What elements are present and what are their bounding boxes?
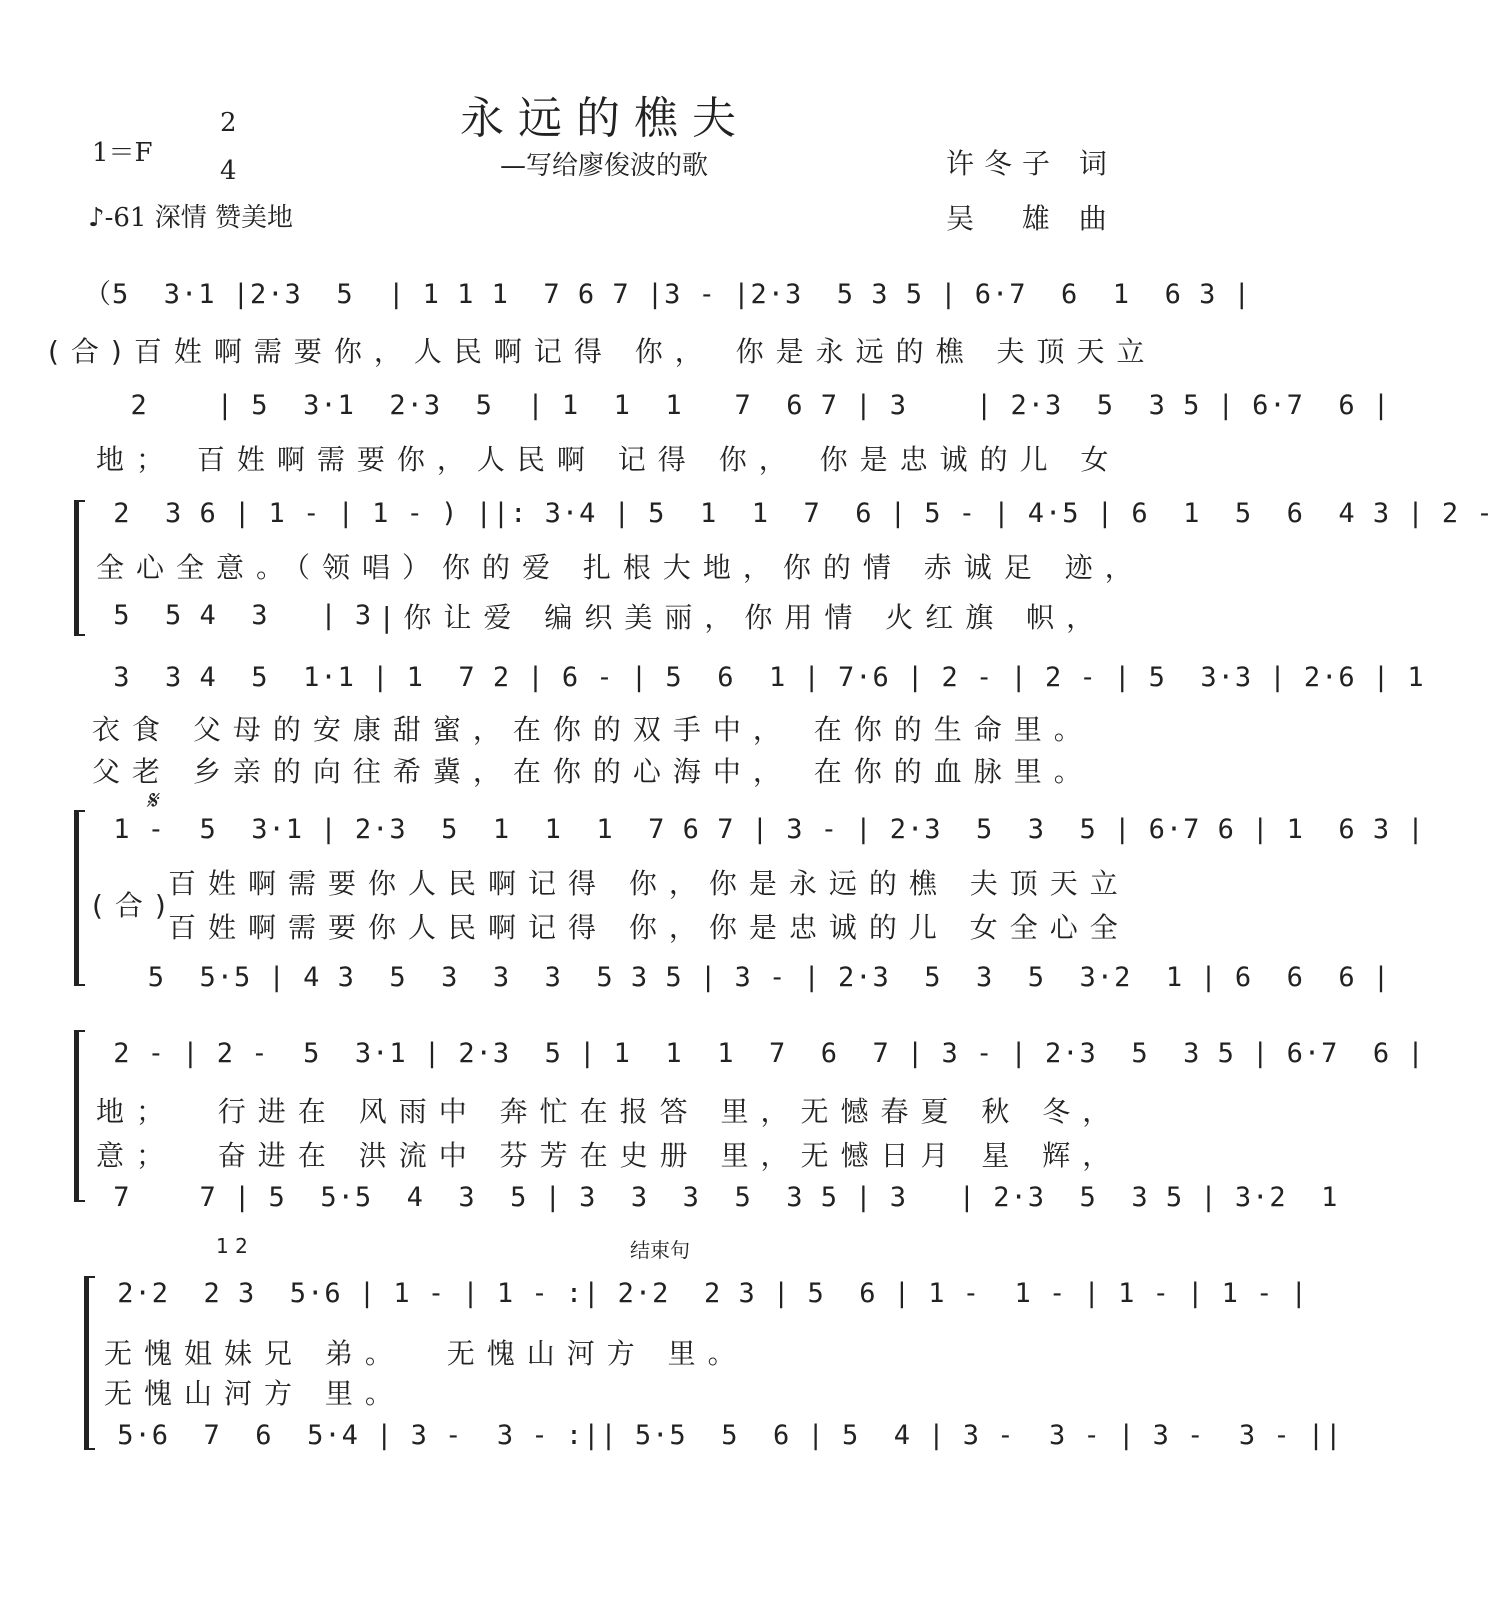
song-subtitle: —写给廖俊波的歌 [500,151,709,181]
system-bracket-3 [74,1030,85,1202]
notation-line-2: 2 | 5 3·1 2·3 5 | 1 1 1 7 6 7 | 3 | 2·3 5 3 5 | 6·7 6 | [96,390,1391,421]
lyric-line-6b: 百姓啊需要你人民啊记得 你，你是忠诚的儿 女全心全 [168,911,1130,944]
system-bracket-2 [74,810,85,986]
notation-line-6: 1 - 5 3·1 | 2·3 5 1 1 1 7 6 7 | 3 - | 2·3 5 3 5 | 6·7 6 | 1 6 3 | [96,814,1425,845]
key-signature: 1＝F [92,138,153,168]
notation-line-9: 7 7 | 5 5·5 4 3 5 | 3 3 3 5 3 5 | 3 | 2·3 5 3 5 | 3·2 1 [96,1182,1339,1213]
segno-icon: 𝄋 [146,786,158,816]
lyricist-credit: 许冬子 词 [946,147,1117,180]
lyric-line-10a: 无愧姐妹兄 弟。 无愧山河方 里。 [104,1337,748,1370]
notation-line-8: 2 - | 2 - 5 3·1 | 2·3 5 | 1 1 1 7 6 7 | 3 - | 2·3 5 3 5 | 6·7 6 | [96,1038,1425,1069]
lyric-line-5a: 衣食 父母的安康甜蜜，在你的双手中， 在你的生命里。 [92,713,1094,746]
chorus-label: (合) [92,889,178,922]
lyric-line-10b: 无愧山河方 里。 [104,1377,405,1410]
lyric-line-6a: 百姓啊需要你人民啊记得 你，你是永远的樵 夫顶天立 [168,867,1130,900]
notation-line-7: 5 5·5 | 4 3 5 3 3 3 5 3 5 | 3 - | 2·3 5 3 5 3·2 1 | 6 6 6 | [96,962,1391,993]
composer-credit: 吴 雄 曲 [946,202,1117,235]
notation-line-3: 2 3 6 | 1 - | 1 - ) ||: 3·4 | 5 1 1 7 6 | 5 - | 4·5 | 6 1 5 6 4 3 | 2 - [96,498,1494,529]
lyric-line-8b: 意； 奋进在 洪流中 芬芳在史册 里，无憾日月 星 辉， [96,1139,1123,1172]
lyric-line-5b: 父老 乡亲的向往希冀，在你的心海中， 在你的血脉里。 [92,755,1094,788]
notation-line-11: 5·6 7 6 5·4 | 3 - 3 - :|| 5·5 5 6 | 5 4 | 3 - 3 - | 3 - 3 - || [100,1420,1343,1451]
notation-line-1: （5 3·1 |2·3 5 | 1 1 1 7 6 7 |3 - |2·3 5 3 5 | 6·7 6 1 6 3 | [84,279,1251,310]
volta-label: 1 2 [216,1234,248,1258]
lyric-line-8a: 地； 行进在 风雨中 奔忙在报答 里，无憾春夏 秋 冬， [96,1095,1123,1128]
time-signature-denominator: 4 [220,156,237,186]
lyric-line-3: 全心全意。（领唱）你的爱 扎根大地，你的情 赤诚足 迹， [96,551,1145,584]
lyric-line-1: (合)百姓啊需要你，人民啊记得 你， 你是永远的樵 夫顶天立 [48,335,1157,368]
notation-line-4: 5 5 4 3 | 3 [96,600,373,631]
tempo-marking: ♪-61 深情 赞美地 [88,203,293,233]
lyric-line-4: |你让爱 编织美丽，你用情 火红旗 帜， [382,601,1107,634]
notation-line-5: 3 3 4 5 1·1 | 1 7 2 | 6 - | 5 6 1 | 7·6 | 2 - | 2 - | 5 3·3 | 2·6 | 1 [96,662,1425,693]
time-signature-numerator: 2 [220,108,237,138]
song-title: 永远的樵夫 [460,93,750,144]
ending-label: 结束句 [630,1238,690,1262]
notation-line-10: 2·2 2 3 5·6 | 1 - | 1 - :| 2·2 2 3 | 5 6 | 1 - 1 - | 1 - | 1 - | [100,1278,1308,1309]
lyric-line-2: 地； 百姓啊需要你，人民啊 记得 你， 你是忠诚的儿 女 [96,443,1121,476]
system-bracket-4 [84,1276,95,1450]
system-bracket-1 [74,500,85,636]
